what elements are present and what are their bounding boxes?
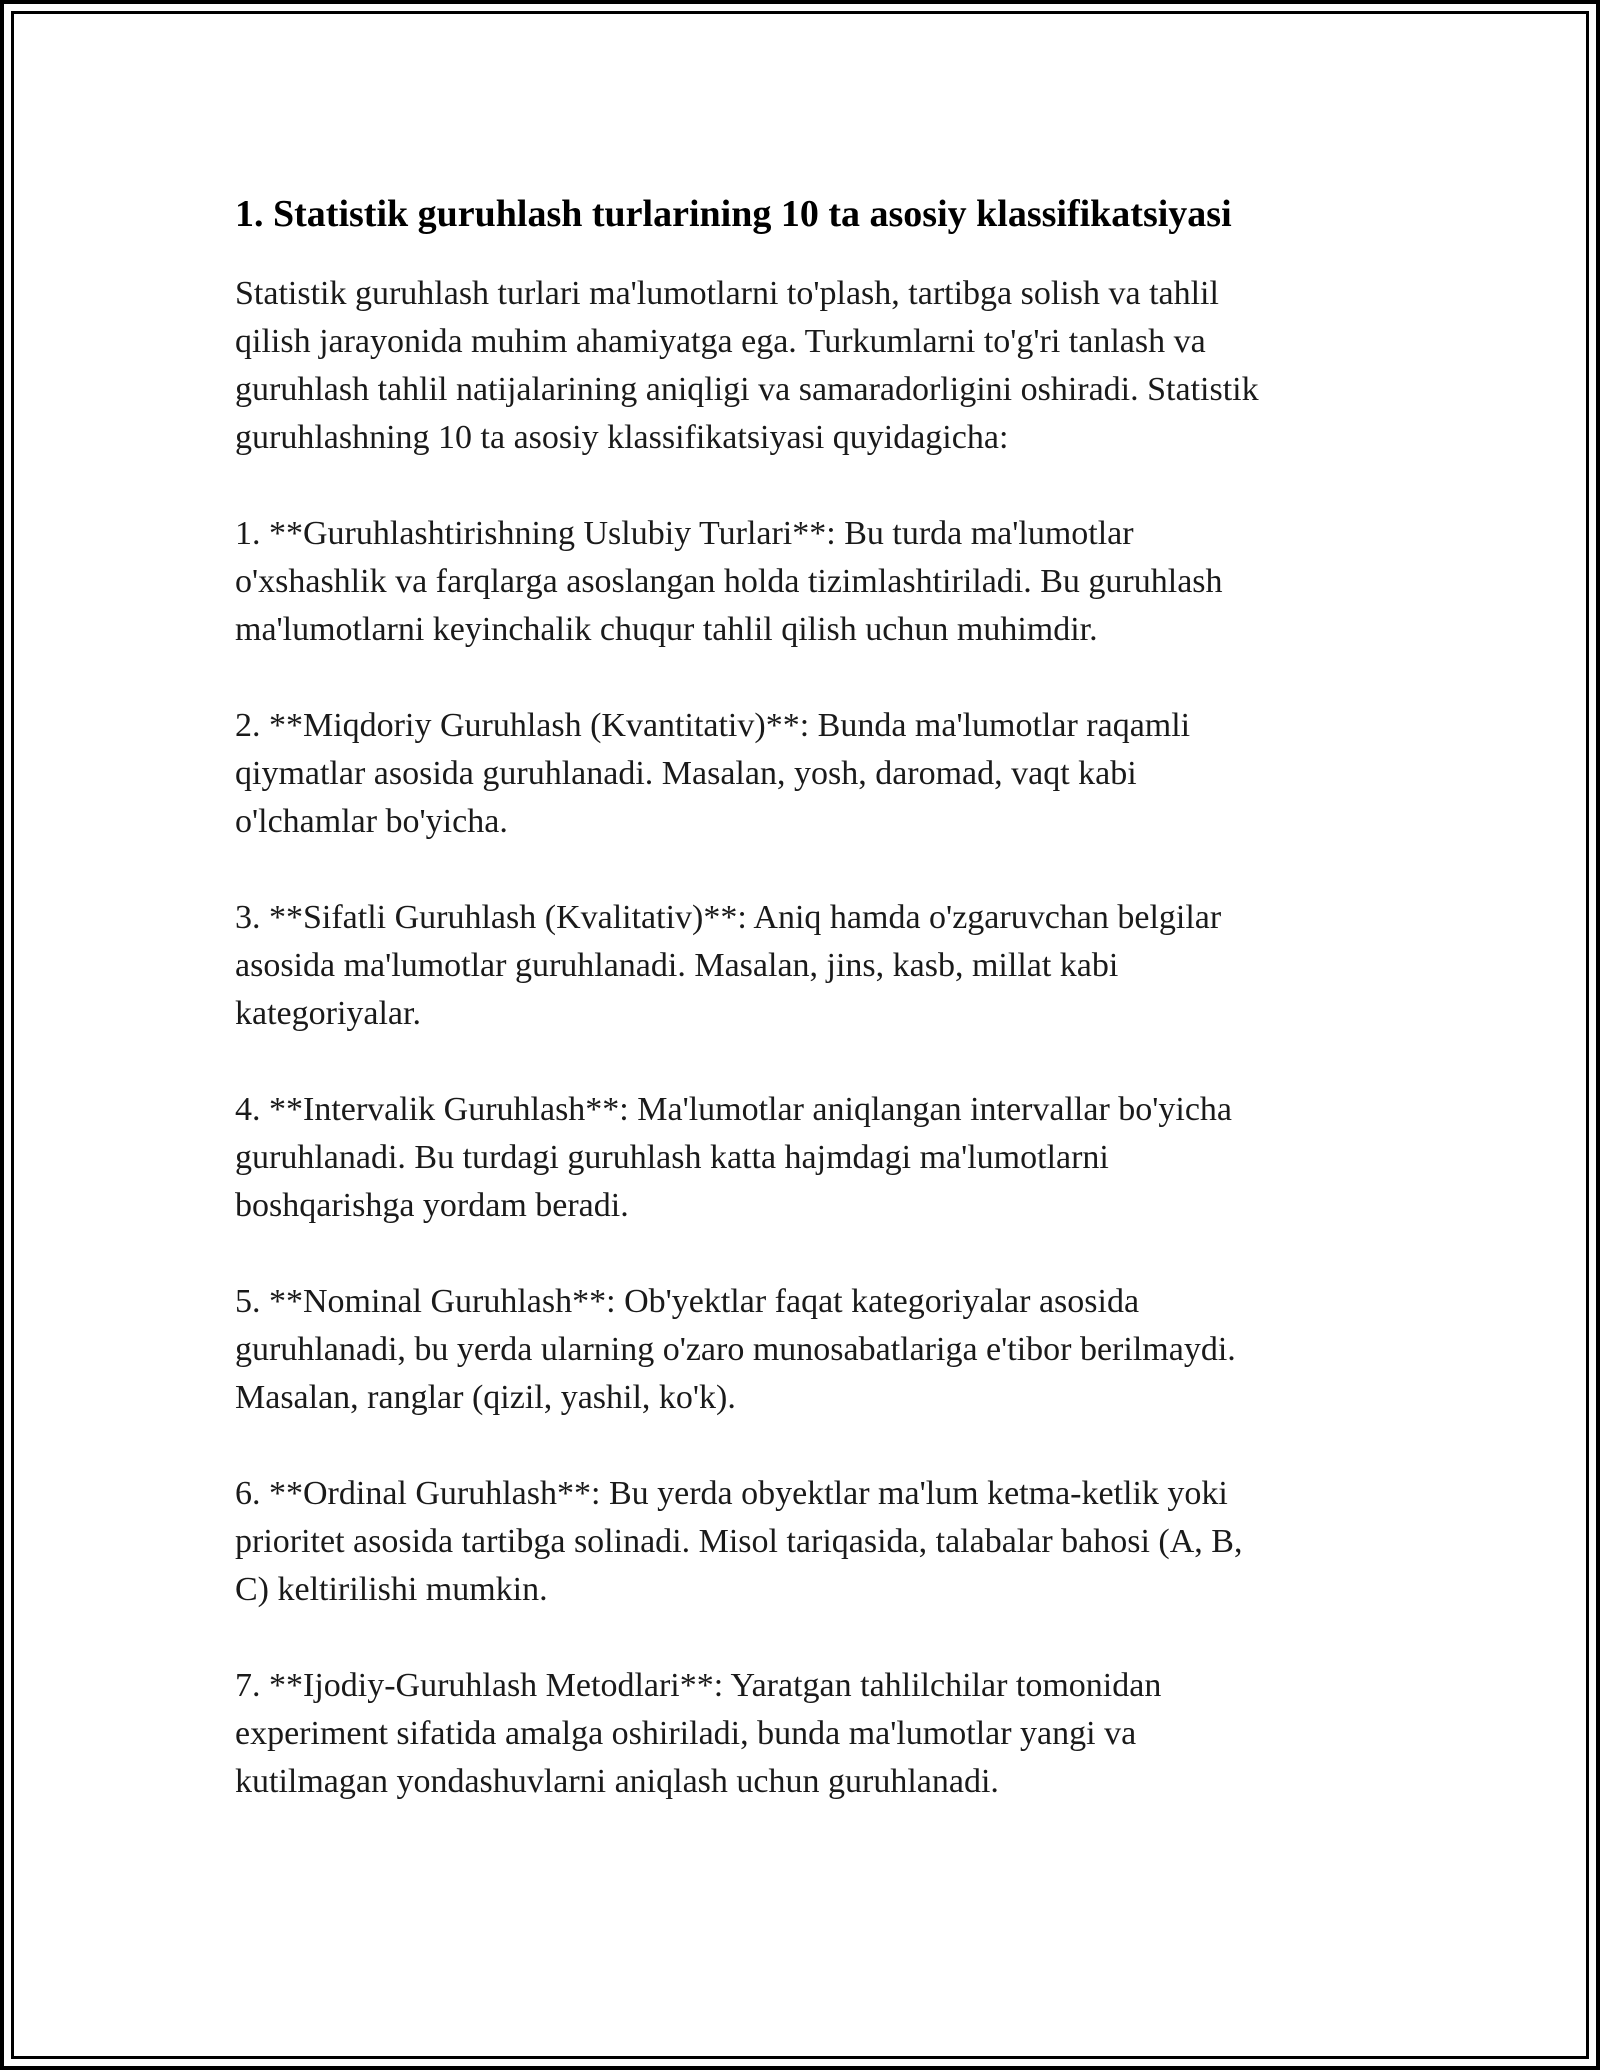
list-item-line: guruhlanadi. Bu turdagi guruhlash katta hajmdagi ma'lumotlarni — [235, 1139, 1109, 1176]
list-item-1 — [235, 510, 1365, 654]
list-item-line: qiymatlar asosida guruhlanadi. Masalan, yosh, daromad, vaqt kabi — [235, 755, 1137, 792]
list-item-line: 5. **Nominal Guruhlash**: Ob'yektlar faqat kategoriyalar asosida — [235, 1283, 1140, 1320]
list-item-line: 1. **Guruhlashtirishning Uslubiy Turlari**: Bu turda ma'lumotlar — [235, 515, 1134, 552]
intro-line: guruhlash tahlil natijalarining aniqligi va samaradorligini oshiradi. Statistik — [235, 371, 1259, 408]
list-item-line: kategoriyalar. — [235, 995, 421, 1032]
document-title: 1. Statistik guruhlash turlarining 10 ta asosiy klassifikatsiyasi — [235, 193, 1232, 235]
list-item-line: asosida ma'lumotlar guruhlanadi. Masalan, jins, kasb, millat kabi — [235, 947, 1119, 984]
list-item-6 — [235, 1470, 1365, 1614]
list-item-4 — [235, 1086, 1365, 1230]
list-item-line: Masalan, ranglar (qizil, yashil, ko'k). — [235, 1379, 736, 1416]
list-item-line: prioritet asosida tartibga solinadi. Misol tariqasida, talabalar bahosi (A, B, — [235, 1523, 1243, 1560]
intro-line: Statistik guruhlash turlari ma'lumotlarni to'plash, tartibga solish va tahlil — [235, 275, 1219, 312]
intro-paragraph — [235, 270, 1365, 462]
list-item-line: boshqarishga yordam beradi. — [235, 1187, 629, 1224]
list-item-line: o'lchamlar bo'yicha. — [235, 803, 508, 840]
list-item-line: 3. **Sifatli Guruhlash (Kvalitativ)**: Aniq hamda o'zgaruvchan belgilar — [235, 899, 1222, 936]
list-item-line: 4. **Intervalik Guruhlash**: Ma'lumotlar aniqlangan intervallar bo'yicha — [235, 1091, 1233, 1128]
list-item-2 — [235, 702, 1365, 846]
list-item-line: o'xshashlik va farqlarga asoslangan holda tizimlashtiriladi. Bu guruhlash — [235, 563, 1223, 600]
list-item-line: 6. **Ordinal Guruhlash**: Bu yerda obyektlar ma'lum ketma-ketlik yoki — [235, 1475, 1228, 1512]
document-body — [235, 188, 1365, 1854]
list-item-line: guruhlanadi, bu yerda ularning o'zaro munosabatlariga e'tibor berilmaydi. — [235, 1331, 1236, 1368]
list-item-line: ma'lumotlarni keyinchalik chuqur tahlil qilish uchun muhimdir. — [235, 611, 1098, 648]
intro-line: qilish jarayonida muhim ahamiyatga ega. Turkumlarni to'g'ri tanlash va — [235, 323, 1206, 360]
list-item-line: C) keltirilishi mumkin. — [235, 1571, 548, 1608]
list-item-3 — [235, 894, 1365, 1038]
list-item-line: kutilmagan yondashuvlarni aniqlash uchun guruhlanadi. — [235, 1763, 999, 1800]
list-item-line: 2. **Miqdoriy Guruhlash (Kvantitativ)**: Bunda ma'lumotlar raqamli — [235, 707, 1191, 744]
list-item-7 — [235, 1662, 1365, 1806]
list-item-5 — [235, 1278, 1365, 1422]
list-item-line: experiment sifatida amalga oshiriladi, bunda ma'lumotlar yangi va — [235, 1715, 1137, 1752]
list-item-line: 7. **Ijodiy-Guruhlash Metodlari**: Yaratgan tahlilchilar tomonidan — [235, 1667, 1162, 1704]
intro-line: guruhlashning 10 ta asosiy klassifikatsiyasi quyidagicha: — [235, 419, 1009, 456]
